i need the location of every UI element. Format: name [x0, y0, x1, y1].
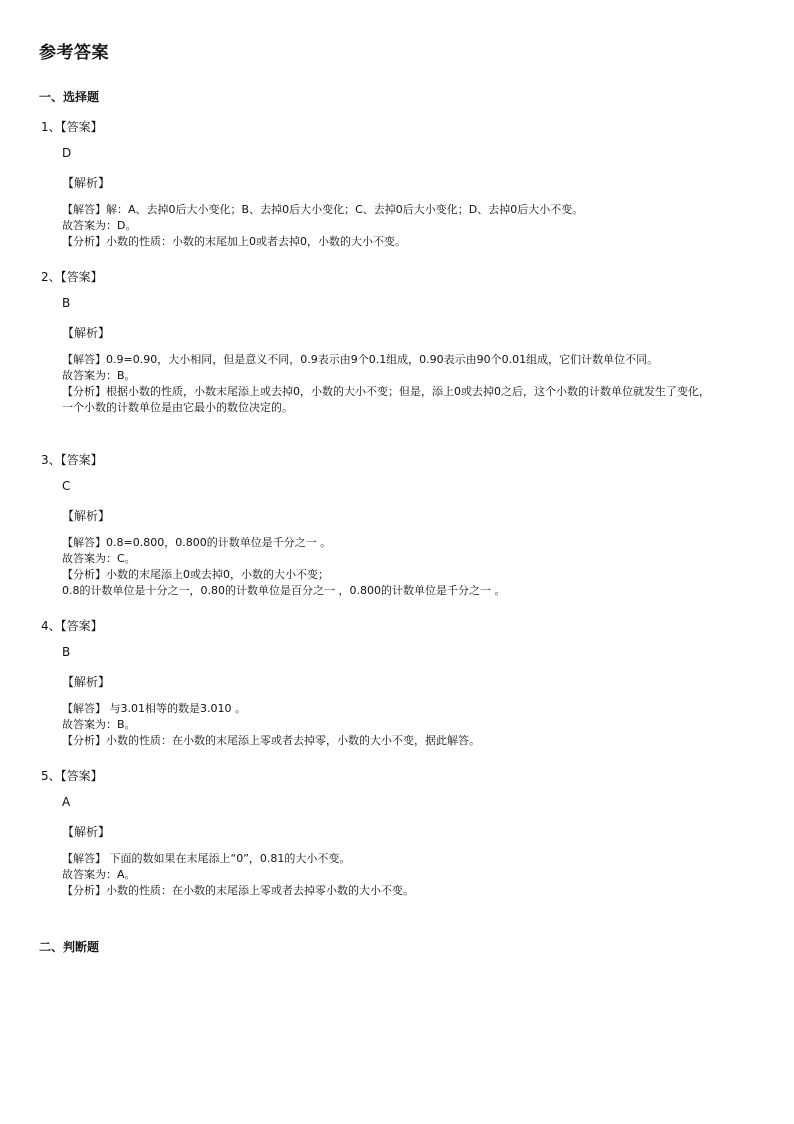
analysis-line: 故答案为：D。	[62, 219, 137, 232]
analysis-body	[62, 535, 712, 599]
question-number: 3、	[41, 453, 61, 467]
answer-label: 【答案】	[60, 270, 103, 284]
analysis-body	[62, 851, 712, 899]
analysis-line: 【解答】 与3.01相等的数是3.010 。	[62, 702, 246, 715]
analysis-line: 【解答】 下面的数如果在末尾添上“0”，0.81的大小不变。	[62, 852, 351, 865]
question-header	[41, 118, 103, 135]
analysis-line: 故答案为：A。	[62, 868, 136, 881]
analysis-label: 【解析】	[62, 825, 111, 839]
analysis-body	[62, 352, 712, 416]
question-header	[41, 767, 103, 784]
analysis-line: 故答案为：B。	[62, 369, 136, 382]
answer-label: 【答案】	[60, 769, 103, 783]
answer-label: 【答案】	[60, 619, 103, 633]
analysis-line: 【分析】小数的末尾添上0或去掉0，小数的大小不变；	[62, 568, 329, 581]
answer-value: B	[62, 296, 71, 310]
question-header	[41, 268, 103, 285]
answer-label: 【答案】	[60, 120, 103, 134]
answer-value: B	[62, 645, 71, 659]
answer-value: D	[62, 146, 72, 160]
question-number: 5、	[41, 769, 61, 783]
section-heading-judgement: 二、判断题	[39, 940, 100, 954]
analysis-line: 0.8的计数单位是十分之一，0.80的计数单位是百分之一 ，0.800的计数单位是千分之一 。	[62, 584, 506, 597]
analysis-body	[62, 701, 712, 749]
analysis-label: 【解析】	[62, 509, 111, 523]
analysis-line: 故答案为：C。	[62, 552, 136, 565]
question-header	[41, 451, 103, 468]
analysis-line: 【解答】0.8=0.800，0.800的计数单位是千分之一 。	[62, 536, 332, 549]
section-heading-choice: 一、选择题	[39, 90, 100, 104]
answer-value: A	[62, 795, 71, 809]
analysis-line: 【解答】解：A、去掉0后大小变化；B、去掉0后大小变化；C、去掉0后大小变化；D、去掉0后大小不变。	[62, 203, 584, 216]
analysis-label: 【解析】	[62, 176, 111, 190]
analysis-label: 【解析】	[62, 675, 111, 689]
analysis-label: 【解析】	[62, 326, 111, 340]
answer-label: 【答案】	[60, 453, 103, 467]
analysis-line: 【分析】根据小数的性质，小数末尾添上或去掉0，小数的大小不变；但是，添上0或去掉0之后，这个小数的计数单位就发生了变化，一个小数的计数单位是由它最小的数位决定的。	[62, 385, 710, 414]
question-number: 2、	[41, 270, 61, 284]
analysis-line: 【分析】小数的性质：在小数的末尾添上零或者去掉零，小数的大小不变，据此解答。	[62, 734, 480, 747]
question-header	[41, 617, 103, 634]
answer-value: C	[62, 479, 71, 493]
analysis-line: 【分析】小数的性质：小数的末尾加上0或者去掉0，小数的大小不变。	[62, 235, 406, 248]
analysis-line: 故答案为：B。	[62, 718, 136, 731]
analysis-line: 【分析】小数的性质：在小数的末尾添上零或者去掉零小数的大小不变。	[62, 884, 414, 897]
question-number: 4、	[41, 619, 61, 633]
question-number: 1、	[41, 120, 61, 134]
analysis-line: 【解答】0.9=0.90，大小相同，但是意义不同，0.9表示由9个0.1组成，0.90表示由90个0.01组成，它们计数单位不同。	[62, 353, 659, 366]
analysis-body	[62, 202, 712, 250]
page-title: 参考答案	[39, 43, 109, 63]
